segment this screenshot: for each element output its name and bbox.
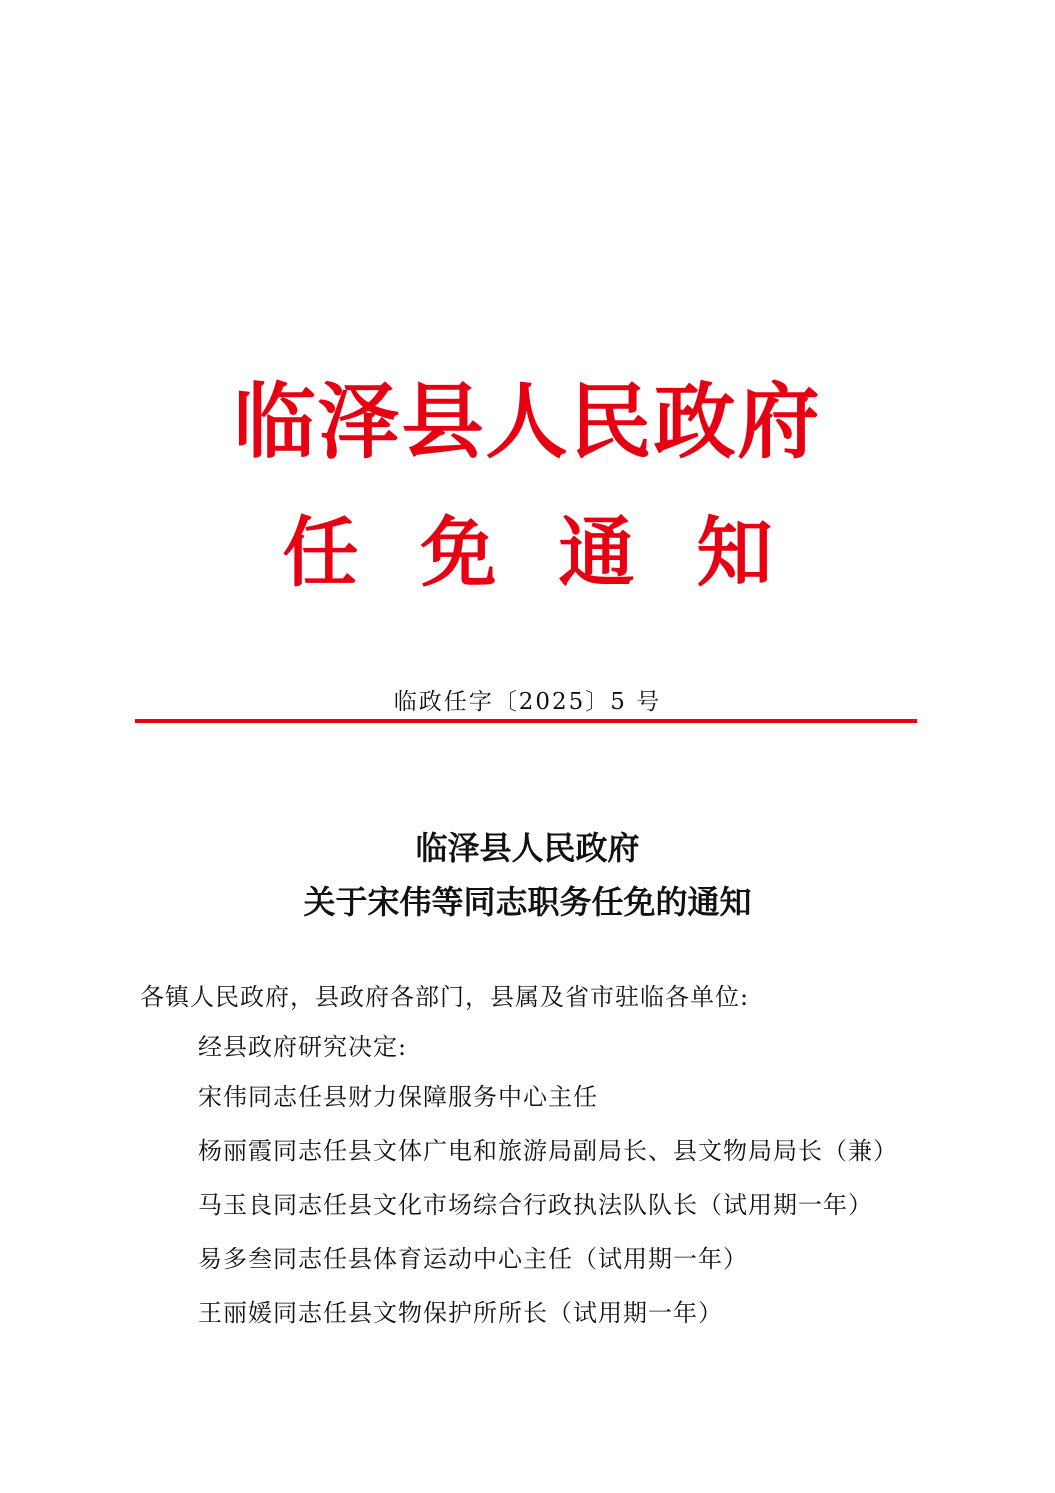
addressee: 各镇人民政府，县政府各部门，县属及省市驻临各单位: [140,983,750,1011]
doc-number: 临政任字〔2025〕5 号 [393,689,662,715]
appointment-item: 宋伟同志任县财力保障服务中心主任 [198,1083,598,1111]
appointment-item: 杨丽霞同志任县文体广电和旅游局副局长、县文物局局长（兼） [198,1137,898,1165]
intro-line: 经县政府研究决定: [198,1033,408,1061]
red-divider [135,719,917,723]
doc-title-line-2: 关于宋伟等同志职务任免的通知 [303,883,752,921]
header-org-name: 临泽县人民政府 [233,374,822,470]
appointment-item: 马玉良同志任县文化市场综合行政执法队队长（试用期一年） [198,1191,873,1219]
doc-title-line-1: 临泽县人民政府 [415,829,640,867]
appointment-item: 王丽媛同志任县文物保护所所长（试用期一年） [198,1299,723,1327]
appointment-item: 易多叁同志任县体育运动中心主任（试用期一年） [198,1245,748,1273]
header-doc-type: 任免通知 [282,508,835,597]
